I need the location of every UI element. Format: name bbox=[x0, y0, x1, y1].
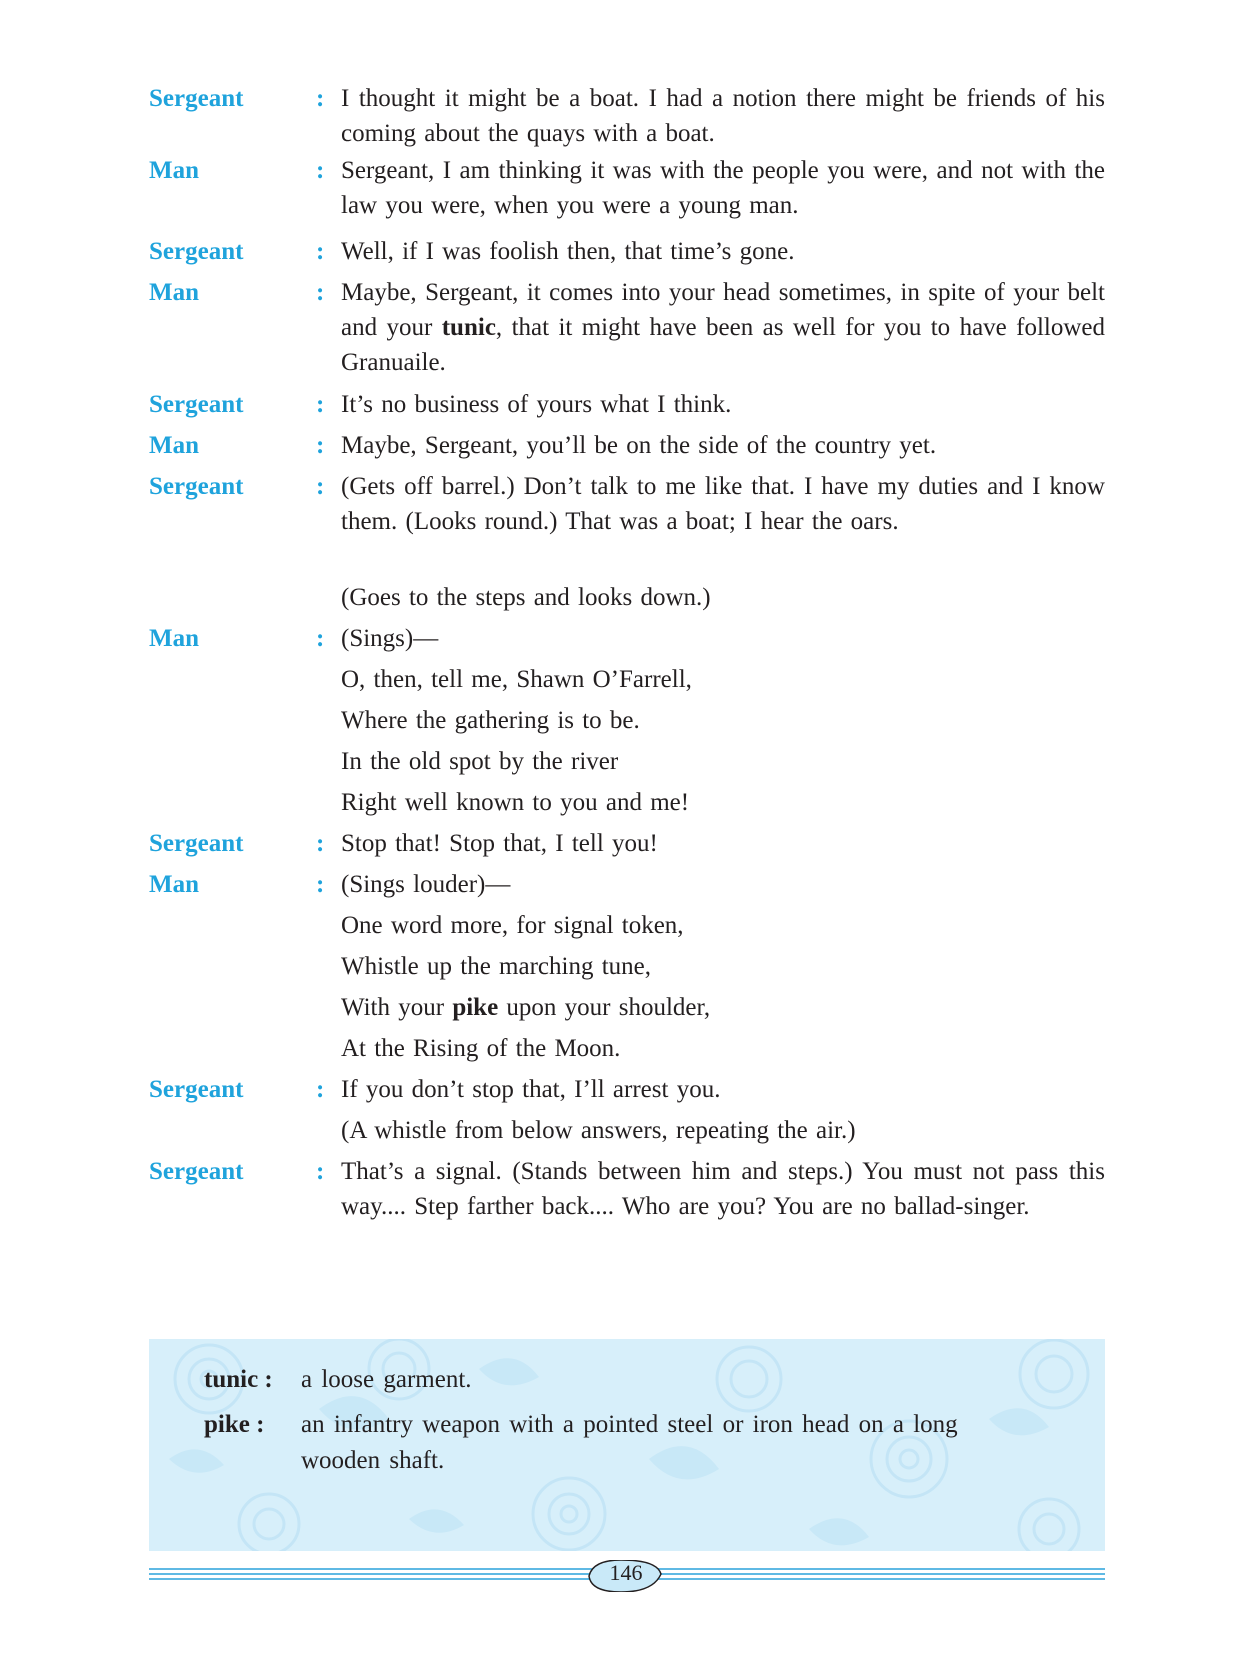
stage-direction: (Sings)— bbox=[341, 625, 439, 652]
dialogue-text bbox=[341, 275, 1105, 380]
speaker-colon: : bbox=[316, 871, 325, 898]
glossary-term-pike: pike : bbox=[204, 1411, 265, 1438]
speaker-name: Sergeant bbox=[149, 85, 244, 112]
dialogue-text: (Gets off barrel.) Don’t talk to me like that. I have my duties and I know them. (Looks round.) That was a boat; I hear the oars. bbox=[341, 473, 1105, 535]
song-line: One word more, for signal token, bbox=[341, 912, 684, 939]
stage-direction: (Sings louder)— bbox=[341, 871, 511, 898]
speaker-name: Sergeant bbox=[149, 1158, 244, 1185]
text-after-tunic: , that it might have been as well for you to have followed Granuaile. bbox=[341, 314, 1106, 376]
glossary-word-tunic: tunic bbox=[441, 314, 496, 341]
speaker-colon: : bbox=[316, 473, 325, 500]
dialogue-text: I thought it might be a boat. I had a notion there might be friends of his coming about the quays with a boat. bbox=[341, 85, 1105, 147]
speaker-name: Man bbox=[149, 871, 199, 898]
song-line: O, then, tell me, Shawn O’Farrell, bbox=[341, 666, 692, 693]
song-line bbox=[341, 990, 1105, 1025]
speaker-name: Sergeant bbox=[149, 391, 244, 418]
stage-direction: (Goes to the steps and looks down.) bbox=[341, 584, 711, 611]
speaker-name: Man bbox=[149, 625, 199, 652]
speaker-colon: : bbox=[316, 625, 325, 652]
speaker-name: Man bbox=[149, 432, 199, 459]
speaker-colon: : bbox=[316, 432, 325, 459]
speaker-colon: : bbox=[316, 279, 325, 306]
speaker-colon: : bbox=[316, 157, 325, 184]
speaker-name: Sergeant bbox=[149, 238, 244, 265]
speaker-colon: : bbox=[316, 830, 325, 857]
glossary-word-pike: pike bbox=[452, 994, 499, 1021]
glossary-definition-pike: an infantry weapon with a pointed steel or iron head on a long wooden shaft. bbox=[301, 1411, 958, 1474]
text-before-tunic: Maybe, Sergeant, it comes into your head sometimes, in spite of your belt and your bbox=[341, 279, 1105, 341]
speaker-name: Man bbox=[149, 279, 199, 306]
speaker-name: Sergeant bbox=[149, 830, 244, 857]
song-line: In the old spot by the river bbox=[341, 748, 619, 775]
speaker-colon: : bbox=[316, 85, 325, 112]
text-before-pike: With your bbox=[341, 994, 445, 1021]
dialogue-text: Stop that! Stop that, I tell you! bbox=[341, 830, 658, 857]
dialogue-text: If you don’t stop that, I’ll arrest you. bbox=[341, 1076, 721, 1103]
glossary-definition-tunic: a loose garment. bbox=[301, 1366, 472, 1393]
speaker-name: Man bbox=[149, 157, 199, 184]
glossary-term-tunic: tunic : bbox=[204, 1366, 273, 1393]
speaker-colon: : bbox=[316, 391, 325, 418]
glossary-box bbox=[149, 1339, 1105, 1551]
speaker-colon: : bbox=[316, 1158, 325, 1185]
dialogue-text: It’s no business of yours what I think. bbox=[341, 391, 732, 418]
dialogue-text: Sergeant, I am thinking it was with the people you were, and not with the law you were, when you were a young man. bbox=[341, 157, 1105, 219]
page-number: 146 bbox=[609, 1560, 643, 1585]
speaker-name: Sergeant bbox=[149, 1076, 244, 1103]
speaker-colon: : bbox=[316, 238, 325, 265]
speaker-name: Sergeant bbox=[149, 473, 244, 500]
dialogue-text: Maybe, Sergeant, you’ll be on the side of the country yet. bbox=[341, 432, 937, 459]
dialogue-text: Well, if I was foolish then, that time’s gone. bbox=[341, 238, 795, 265]
song-line: Right well known to you and me! bbox=[341, 789, 690, 816]
text-after-pike: upon your shoulder, bbox=[506, 994, 711, 1021]
speaker-colon: : bbox=[316, 1076, 325, 1103]
dialogue-text: That’s a signal. (Stands between him and steps.) You must not pass this way.... Step farther back.... Who are you? You are no ballad-singer. bbox=[341, 1158, 1105, 1220]
song-line: Where the gathering is to be. bbox=[341, 707, 640, 734]
song-line: At the Rising of the Moon. bbox=[341, 1035, 621, 1062]
song-line: Whistle up the marching tune, bbox=[341, 953, 652, 980]
stage-direction: (A whistle from below answers, repeating the air.) bbox=[341, 1117, 856, 1144]
